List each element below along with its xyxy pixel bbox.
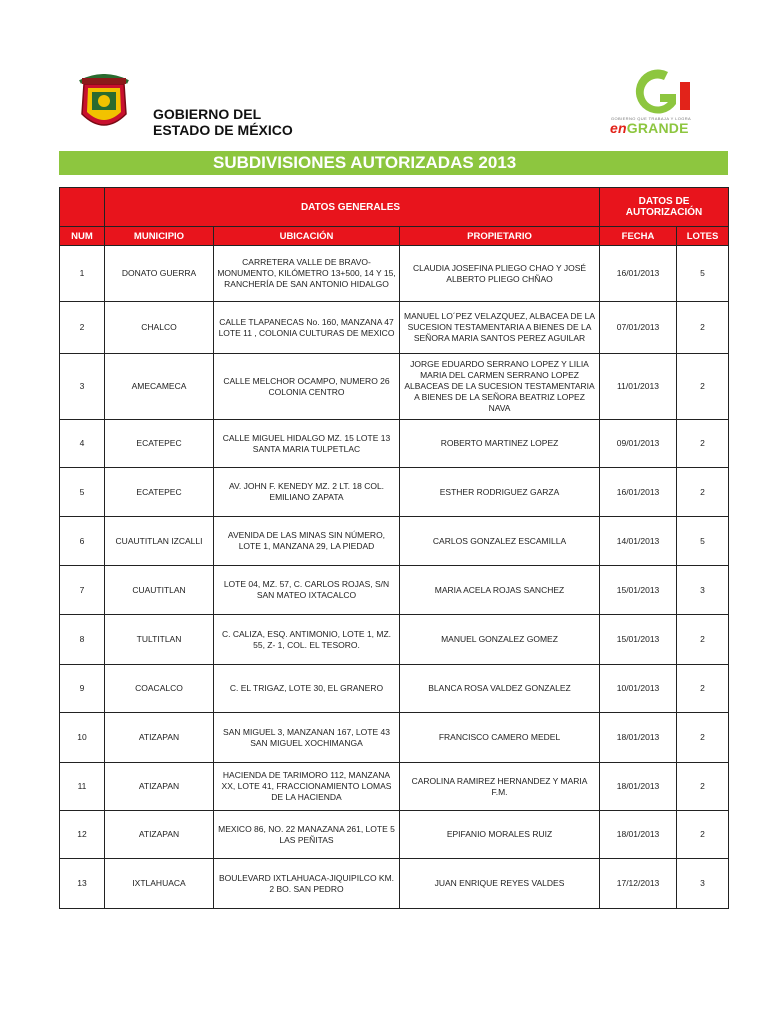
government-title-line1: GOBIERNO DEL — [153, 106, 262, 122]
cell-municipio: ATIZAPAN — [105, 811, 214, 859]
column-header-num: NUM — [60, 227, 105, 246]
column-header-fecha: FECHA — [600, 227, 677, 246]
cell-lotes: 2 — [677, 615, 729, 665]
cell-num: 12 — [60, 811, 105, 859]
cell-lotes: 2 — [677, 420, 729, 468]
cell-ubicacion: LOTE 04, MZ. 57, C. CARLOS ROJAS, S/N SAN MATEO IXTACALCO — [214, 566, 400, 615]
cell-num: 7 — [60, 566, 105, 615]
cell-propietario: MANUEL GONZALEZ GOMEZ — [400, 615, 600, 665]
cell-fecha: 14/01/2013 — [600, 517, 677, 566]
cell-propietario: EPIFANIO MORALES RUIZ — [400, 811, 600, 859]
cell-fecha: 15/01/2013 — [600, 566, 677, 615]
cell-municipio: CUAUTITLAN IZCALLI — [105, 517, 214, 566]
group-header-empty — [60, 188, 105, 227]
cell-lotes: 2 — [677, 302, 729, 354]
cell-municipio: CHALCO — [105, 302, 214, 354]
cell-municipio: ATIZAPAN — [105, 763, 214, 811]
cell-ubicacion: C. CALIZA, ESQ. ANTIMONIO, LOTE 1, MZ. 55, Z- 1, COL. EL TESORO. — [214, 615, 400, 665]
state-seal-icon — [76, 74, 132, 136]
cell-ubicacion: C. EL TRIGAZ, LOTE 30, EL GRANERO — [214, 665, 400, 713]
cell-fecha: 11/01/2013 — [600, 354, 677, 420]
title-banner — [59, 151, 728, 175]
table-row — [60, 302, 729, 354]
cell-propietario: CAROLINA RAMIREZ HERNANDEZ Y MARIA F.M. — [400, 763, 600, 811]
table-row — [60, 811, 729, 859]
logo-wordmark-en: en — [610, 120, 627, 136]
cell-lotes: 2 — [677, 665, 729, 713]
logo-wordmark — [610, 120, 689, 136]
cell-num: 11 — [60, 763, 105, 811]
cell-lotes: 2 — [677, 354, 729, 420]
cell-ubicacion: HACIENDA DE TARIMORO 112, MANZANA XX, LOTE 41, FRACCIONAMIENTO LOMAS DE LA HACIENDA — [214, 763, 400, 811]
table-row — [60, 713, 729, 763]
cell-ubicacion: MEXICO 86, NO. 22 MANAZANA 261, LOTE 5 LAS PEÑITAS — [214, 811, 400, 859]
cell-municipio: CUAUTITLAN — [105, 566, 214, 615]
cell-lotes: 5 — [677, 517, 729, 566]
cell-fecha: 07/01/2013 — [600, 302, 677, 354]
cell-ubicacion: AV. JOHN F. KENEDY MZ. 2 LT. 18 COL. EMILIANO ZAPATA — [214, 468, 400, 517]
cell-num: 3 — [60, 354, 105, 420]
logo-slogan: GOBIERNO QUE TRABAJA Y LOGRA — [611, 116, 692, 121]
cell-ubicacion: CALLE MIGUEL HIDALGO MZ. 15 LOTE 13 SANTA MARIA TULPETLAC — [214, 420, 400, 468]
cell-ubicacion: AVENIDA DE LAS MINAS SIN NÚMERO, LOTE 1, MANZANA 29, LA PIEDAD — [214, 517, 400, 566]
government-title — [153, 106, 293, 138]
group-header-authorization: DATOS DE AUTORIZACIÓN — [600, 188, 729, 227]
table-group-header-row — [60, 188, 729, 227]
cell-propietario: CARLOS GONZALEZ ESCAMILLA — [400, 517, 600, 566]
cell-lotes: 3 — [677, 566, 729, 615]
table-row — [60, 859, 729, 909]
cell-fecha: 16/01/2013 — [600, 468, 677, 517]
cell-num: 8 — [60, 615, 105, 665]
table-column-header-row — [60, 227, 729, 246]
table-row — [60, 665, 729, 713]
cell-propietario: ESTHER RODRIGUEZ GARZA — [400, 468, 600, 517]
government-title-line2: ESTADO DE MÉXICO — [153, 122, 293, 138]
table-row — [60, 566, 729, 615]
cell-propietario: ROBERTO MARTINEZ LOPEZ — [400, 420, 600, 468]
cell-propietario: JUAN ENRIQUE REYES VALDES — [400, 859, 600, 909]
column-header-ubicacion: UBICACIÓN — [214, 227, 400, 246]
group-header-general: DATOS GENERALES — [105, 188, 600, 227]
table-row — [60, 615, 729, 665]
cell-fecha: 09/01/2013 — [600, 420, 677, 468]
logo-wordmark-grande: GRANDE — [626, 120, 689, 136]
cell-fecha: 17/12/2013 — [600, 859, 677, 909]
table-row — [60, 420, 729, 468]
cell-propietario: BLANCA ROSA VALDEZ GONZALEZ — [400, 665, 600, 713]
cell-ubicacion: CALLE TLAPANECAS No. 160, MANZANA 47 LOTE 11 , COLONIA CULTURAS DE MEXICO — [214, 302, 400, 354]
cell-ubicacion: BOULEVARD IXTLAHUACA-JIQUIPILCO KM. 2 BO. SAN PEDRO — [214, 859, 400, 909]
cell-num: 4 — [60, 420, 105, 468]
table-row — [60, 246, 729, 302]
cell-municipio: ECATEPEC — [105, 468, 214, 517]
cell-ubicacion: CALLE MELCHOR OCAMPO, NUMERO 26 COLONIA CENTRO — [214, 354, 400, 420]
cell-fecha: 10/01/2013 — [600, 665, 677, 713]
cell-propietario: JORGE EDUARDO SERRANO LOPEZ Y LILIA MARIA DEL CARMEN SERRANO LOPEZ ALBACEAS DE LA SUCESION TESTAMENTARIA A BIENES DE LA SEÑORA BEATRIZ LOPEZ NAVA — [400, 354, 600, 420]
cell-fecha: 18/01/2013 — [600, 763, 677, 811]
cell-municipio: DONATO GUERRA — [105, 246, 214, 302]
cell-lotes: 3 — [677, 859, 729, 909]
cell-municipio: ECATEPEC — [105, 420, 214, 468]
cell-propietario: MANUEL LO´PEZ VELAZQUEZ, ALBACEA DE LA SUCESION TESTAMENTARIA A BIENES DE LA SEÑORA MARIA SANTOS PEREZ AGUILAR — [400, 302, 600, 354]
cell-municipio: COACALCO — [105, 665, 214, 713]
cell-municipio: AMECAMECA — [105, 354, 214, 420]
cell-lotes: 2 — [677, 763, 729, 811]
cell-num: 10 — [60, 713, 105, 763]
column-header-municipio: MUNICIPIO — [105, 227, 214, 246]
cell-lotes: 2 — [677, 468, 729, 517]
table-row — [60, 468, 729, 517]
cell-num: 5 — [60, 468, 105, 517]
cell-municipio: IXTLAHUACA — [105, 859, 214, 909]
cell-fecha: 16/01/2013 — [600, 246, 677, 302]
subdivisions-table — [59, 187, 729, 909]
cell-fecha: 18/01/2013 — [600, 811, 677, 859]
cell-propietario: FRANCISCO CAMERO MEDEL — [400, 713, 600, 763]
cell-num: 6 — [60, 517, 105, 566]
cell-fecha: 15/01/2013 — [600, 615, 677, 665]
cell-municipio: ATIZAPAN — [105, 713, 214, 763]
cell-num: 2 — [60, 302, 105, 354]
cell-lotes: 2 — [677, 811, 729, 859]
cell-lotes: 2 — [677, 713, 729, 763]
cell-num: 1 — [60, 246, 105, 302]
cell-propietario: MARIA ACELA ROJAS SANCHEZ — [400, 566, 600, 615]
table-body — [60, 246, 729, 909]
column-header-lotes: LOTES — [677, 227, 729, 246]
cell-num: 9 — [60, 665, 105, 713]
cell-num: 13 — [60, 859, 105, 909]
cell-lotes: 5 — [677, 246, 729, 302]
table-row — [60, 517, 729, 566]
cell-municipio: TULTITLAN — [105, 615, 214, 665]
cell-fecha: 18/01/2013 — [600, 713, 677, 763]
table-row — [60, 763, 729, 811]
cell-ubicacion: SAN MIGUEL 3, MANZANAN 167, LOTE 43 SAN MIGUEL XOCHIMANGA — [214, 713, 400, 763]
cell-ubicacion: CARRETERA VALLE DE BRAVO-MONUMENTO, KILÓMETRO 13+500, 14 Y 15, RANCHERÍA DE SAN ANTONIO HIDALGO — [214, 246, 400, 302]
cell-propietario: CLAUDIA JOSEFINA PLIEGO CHAO Y JOSÉ ALBERTO PLIEGO CHÑAO — [400, 246, 600, 302]
table-row — [60, 354, 729, 420]
column-header-propietario: PROPIETARIO — [400, 227, 600, 246]
page-title: SUBDIVISIONES AUTORIZADAS 2013 — [213, 153, 517, 172]
